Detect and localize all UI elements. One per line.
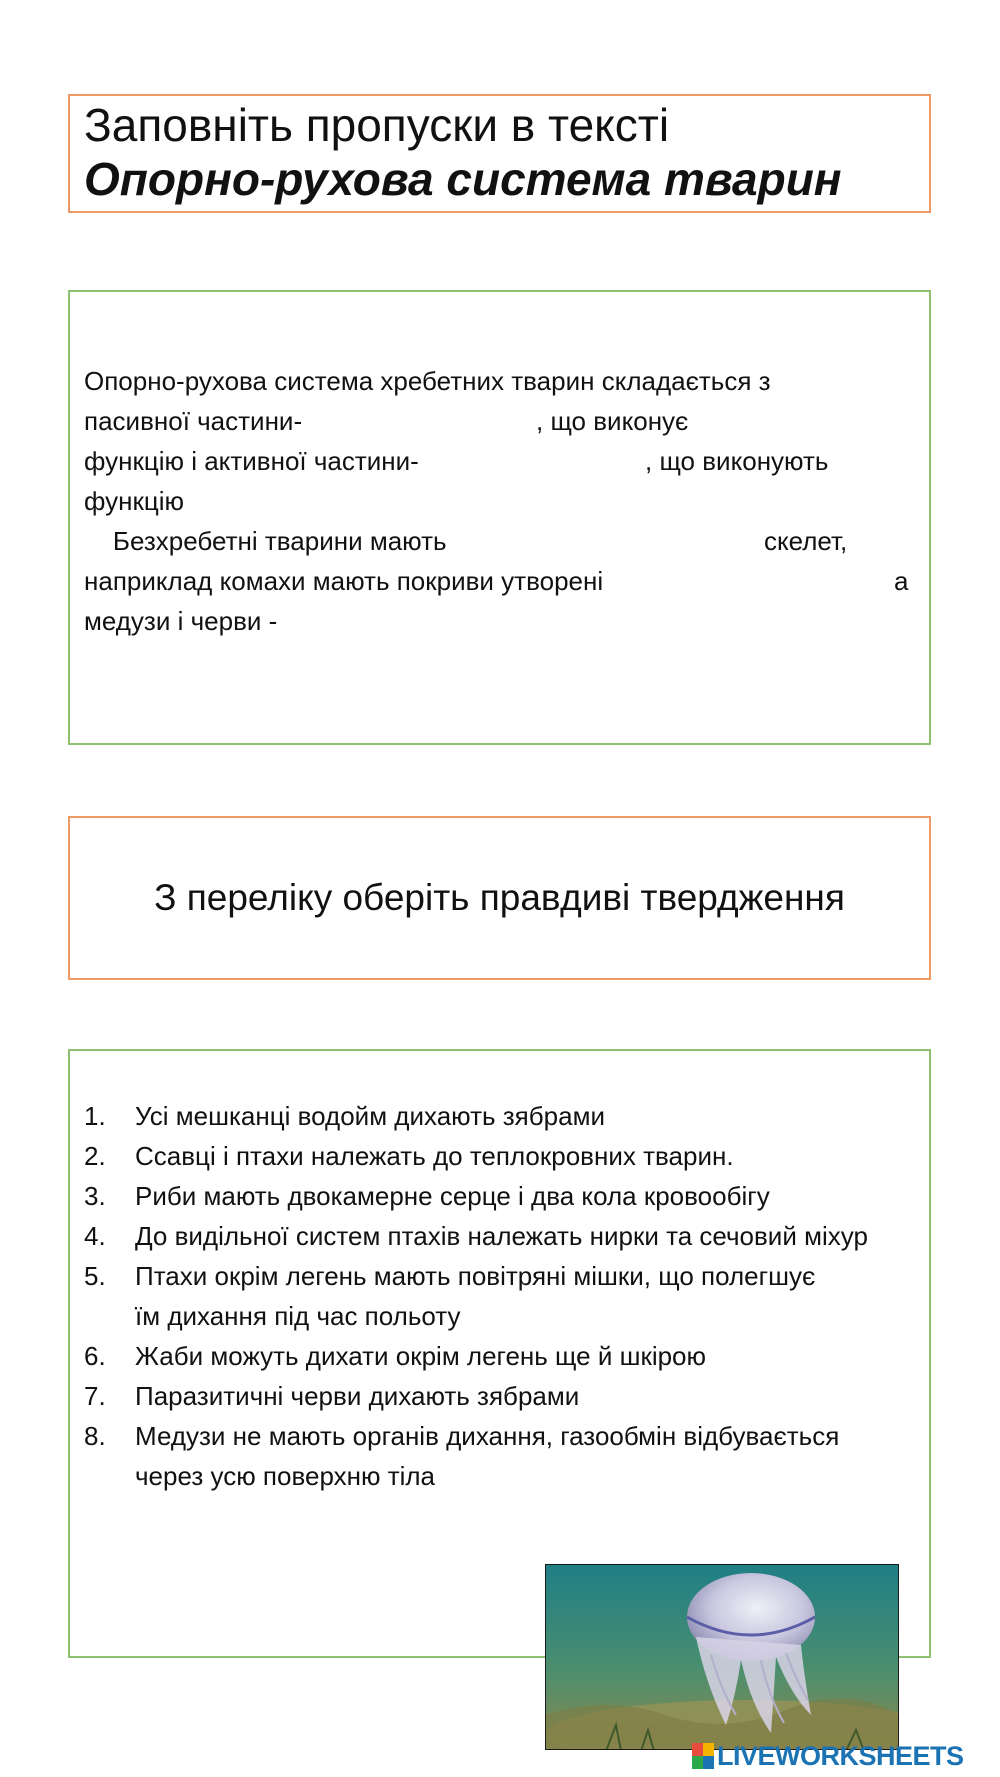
statement-item[interactable] (84, 1176, 924, 1216)
fill-text: пасивної частини- (84, 406, 303, 436)
statement-text: Паразитичні черви дихають зябрами (135, 1381, 580, 1411)
fill-in-text-box (68, 290, 931, 745)
fill-line-2 (84, 404, 924, 438)
statement-item[interactable] (84, 1256, 835, 1336)
page-subtitle: Опорно-рухова система тварин (84, 153, 842, 205)
fill-line-7 (84, 604, 277, 638)
jellyfish-photo (545, 1564, 899, 1750)
statement-number: 4. (84, 1221, 106, 1251)
statement-text: Медузи не мають органів дихання, газообмін відбувається через усю поверхню тіла (135, 1421, 840, 1491)
statement-item[interactable] (84, 1096, 924, 1136)
fill-text: наприклад комахи мають покриви утворені (84, 566, 604, 596)
statements-list (84, 1096, 924, 1496)
statement-item[interactable] (84, 1376, 924, 1416)
statement-number: 6. (84, 1341, 106, 1371)
statement-text: Птахи окрім легень мають повітряні мішки, що полегшує їм дихання під час польоту (135, 1261, 816, 1331)
statement-text: Усі мешканці водойм дихають зябрами (135, 1101, 605, 1131)
statement-item[interactable] (84, 1136, 924, 1176)
fill-text-after-blank: , що виконують (645, 446, 829, 476)
statement-text: Жаби можуть дихати окрім легень ще й шкірою (135, 1341, 707, 1371)
task-heading: З переліку оберіть правдиві твердження (154, 877, 845, 918)
fill-line-6 (84, 564, 924, 598)
fill-text: функцію і активної частини- (84, 446, 419, 476)
statement-number: 2. (84, 1141, 106, 1171)
task-heading-box (68, 816, 931, 980)
statement-item[interactable] (84, 1336, 924, 1376)
fill-text-after-blank: , що виконує (536, 406, 689, 436)
fill-text: медузи і черви - (84, 606, 278, 636)
fill-text: функцію (84, 486, 185, 516)
statement-item[interactable] (84, 1216, 924, 1256)
statement-text: До видільної систем птахів належать нирки та сечовий міхур (135, 1221, 868, 1251)
fill-text: Опорно-рухова система хребетних тварин складається з (84, 366, 771, 396)
liveworksheets-logo-icon (692, 1743, 714, 1769)
statement-text: Риби мають двокамерне серце і два кола кровообігу (135, 1181, 770, 1211)
fill-text-after-blank: а (894, 566, 909, 596)
statement-item[interactable] (84, 1416, 855, 1496)
statement-number: 5. (84, 1261, 106, 1291)
fill-line-5 (84, 524, 924, 558)
fill-line-1 (84, 364, 771, 398)
page-title: Заповніть пропуски в тексті (84, 99, 670, 151)
title-box (68, 94, 931, 213)
statement-number: 8. (84, 1421, 106, 1451)
statement-number: 7. (84, 1381, 106, 1411)
fill-text-after-blank: скелет, (764, 526, 848, 556)
fill-line-4 (84, 484, 184, 518)
statement-text: Ссавці і птахи належать до теплокровних тварин. (135, 1141, 734, 1171)
statement-number: 1. (84, 1101, 106, 1131)
fill-line-3 (84, 444, 924, 478)
liveworksheets-logo (692, 1741, 964, 1771)
statement-number: 3. (84, 1181, 106, 1211)
fill-text: Безхребетні тварини мають (84, 526, 447, 556)
liveworksheets-text: LIVEWORKSHEETS (717, 1740, 964, 1771)
